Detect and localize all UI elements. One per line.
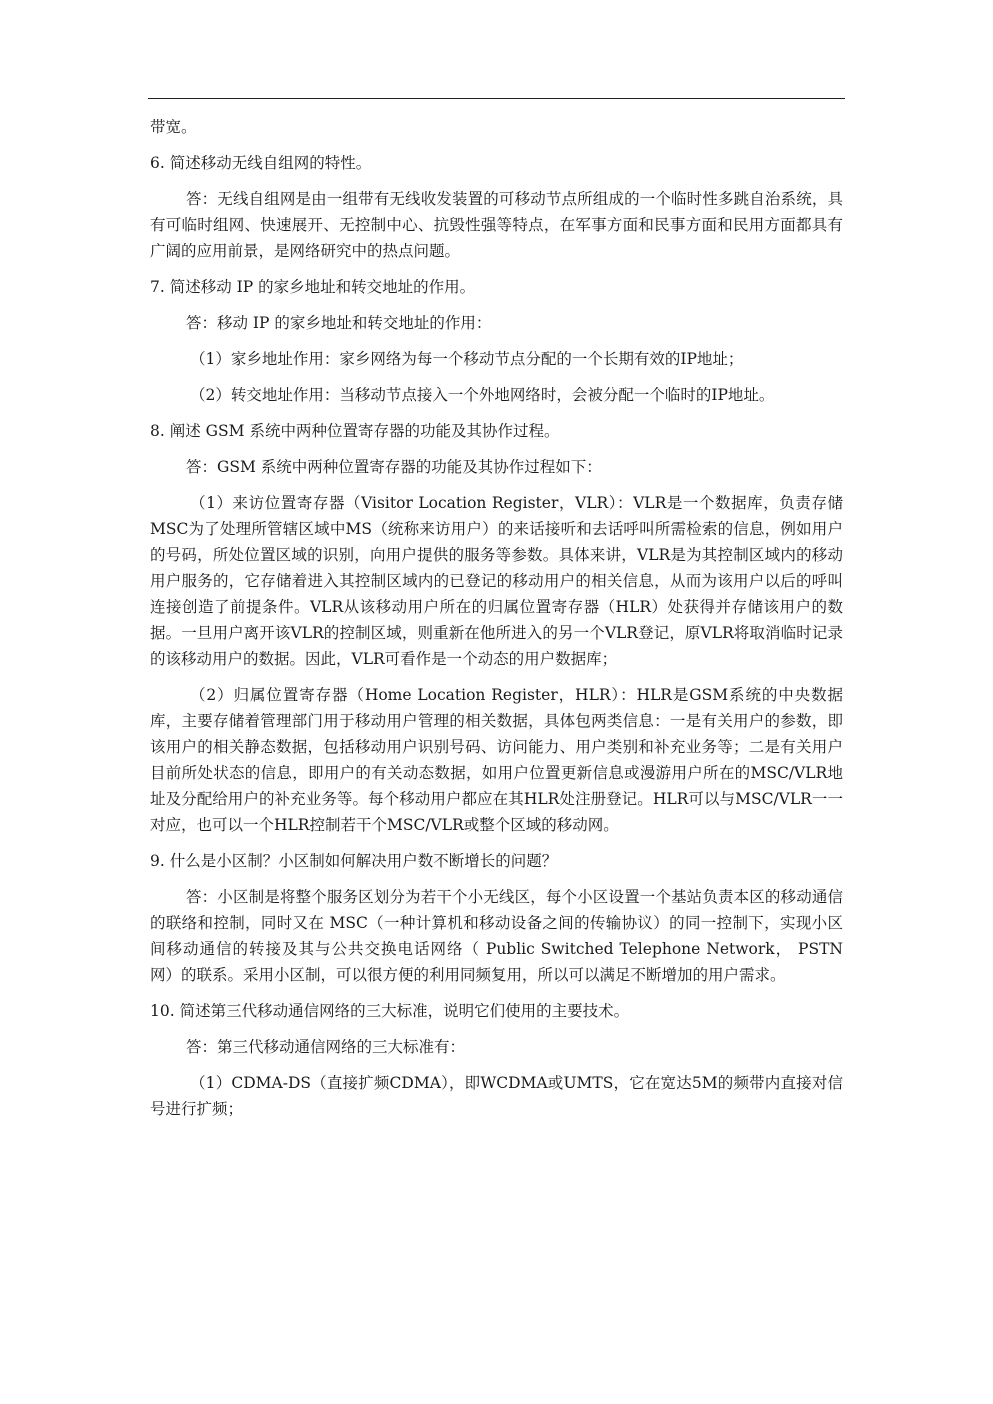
answer-7-item-1: （1）家乡地址作用：家乡网络为每一个移动节点分配的一个长期有效的IP地址； [190, 350, 744, 368]
answer-7: 答：移动 IP 的家乡地址和转交地址的作用： [186, 314, 492, 332]
answer-8: 答：GSM 系统中两种位置寄存器的功能及其协作过程如下： [186, 458, 602, 476]
question-8: 8. 阐述 GSM 系统中两种位置寄存器的功能及其协作过程。 [150, 422, 560, 440]
answer-8-item-2: （2）归属位置寄存器（Home Location Register，HLR）：HLR是GSM系统的中央数据库，主要存储着管理部门用于移动用户管理的相关数据，具体包两类信息：一是有关用户的参数，即该用户的相关静态数据，包括移动用户识别号码、访问能力、用户类别和补充业务等；二是有关用户目前所处状态的信息，即用户的有关动态数据，如用户位置更新信息或漫游用户所在的MSC/VLR地址及分配给用户的补充业务等。每个移动用户都应在其HLR处注册登记。HLR可以与MSC/VLR一一对应，也可以一个HLR控制若干个MSC/VLR或整个区域的移动网。 [150, 686, 843, 834]
answer-7-item-2: （2）转交地址作用：当移动节点接入一个外地网络时，会被分配一个临时的IP地址。 [190, 386, 775, 404]
answer-8-item-1: （1）来访位置寄存器（Visitor Location Register，VLR）：VLR是一个数据库，负责存储MSC为了处理所管辖区域中MS（统称来访用户）的来话接听和去话呼叫所需检索的信息，例如用户的号码，所处位置区域的识别，向用户提供的服务等参数。具体来讲，VLR是为其控制区域内的移动用户服务的，它存储着进入其控制区域内的已登记的移动用户的相关信息，从而为该用户以后的呼叫连接创造了前提条件。VLR从该移动用户所在的归属位置寄存器（HLR）处获得并存储该用户的数据。一旦用户离开该VLR的控制区域，则重新在他所进入的另一个VLR登记，原VLR将取消临时记录的该移动用户的数据。因此，VLR可看作是一个动态的用户数据库； [150, 494, 843, 668]
question-6: 6. 简述移动无线自组网的特性。 [150, 154, 372, 172]
answer-9: 答：小区制是将整个服务区划分为若干个小无线区，每个小区设置一个基站负责本区的移动通信的联络和控制，同时又在 MSC（一种计算机和移动设备之间的传输协议）的同一控制下，实现小区间移动通信的转接及其与公共交换电话网络（ Public Switched Telephone Network， PSTN 网）的联系。采用小区制，可以很方便的利用同频复用，所以可以满足不断增加的用户需求。 [150, 888, 843, 984]
question-7: 7. 简述移动 IP 的家乡地址和转交地址的作用。 [150, 278, 476, 296]
question-10: 10. 简述第三代移动通信网络的三大标准，说明它们使用的主要技术。 [150, 1002, 630, 1020]
answer-10: 答：第三代移动通信网络的三大标准有： [186, 1038, 466, 1056]
page-content [150, 114, 843, 1122]
answer-6: 答：无线自组网是由一组带有无线收发装置的可移动节点所组成的一个临时性多跳自治系统，具有可临时组网、快速展开、无控制中心、抗毁性强等特点，在军事方面和民事方面和民用方面都具有广阔的应用前景，是网络研究中的热点问题。 [150, 190, 843, 260]
paragraph-continuation: 带宽。 [150, 118, 197, 136]
answer-10-item-1: （1）CDMA-DS（直接扩频CDMA），即WCDMA或UMTS，它在宽达5M的频带内直接对信号进行扩频； [150, 1074, 843, 1118]
header-rule [148, 98, 845, 99]
question-9: 9. 什么是小区制？小区制如何解决用户数不断增长的问题？ [150, 852, 558, 870]
